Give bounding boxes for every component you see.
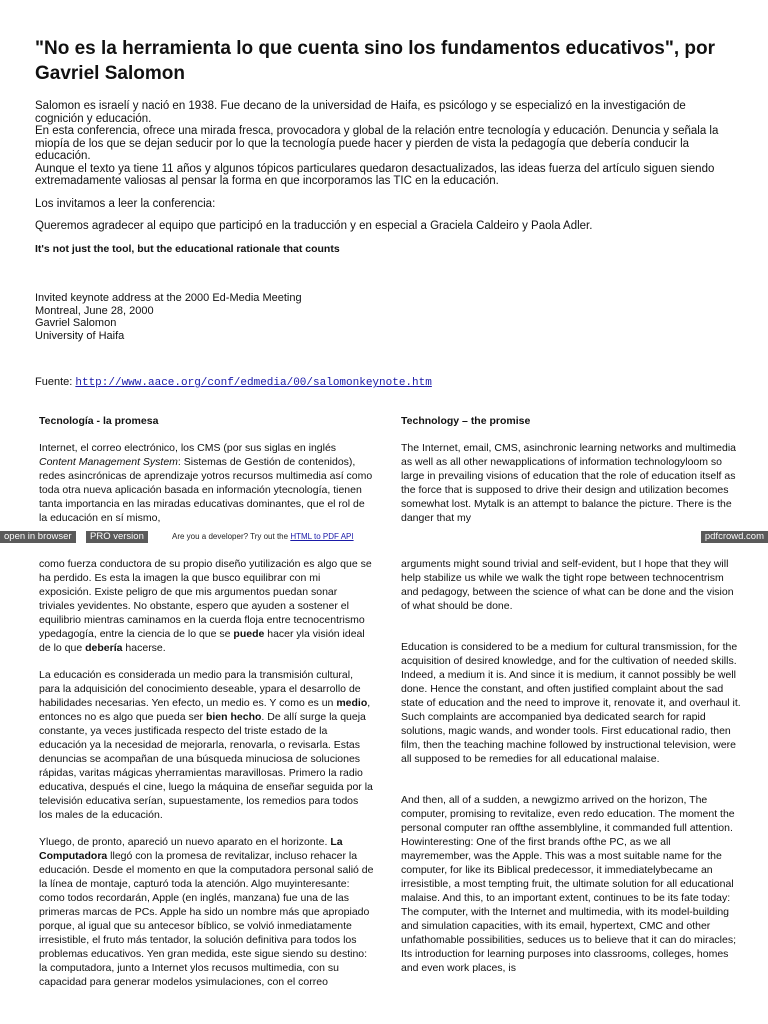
source-label: Fuente: <box>35 376 73 388</box>
html-to-pdf-api-link[interactable]: HTML to PDF API <box>290 532 354 541</box>
english-paragraph: arguments might sound trivial and self-evident, but I hope that they will help stabilize us while we walk the tight rope between technocentrism and pedagogy, between the science of what can be done and the vision of what should be done. <box>401 558 734 612</box>
spanish-paragraph: La educación es considerada un medio para la transmisión cultural, para la adquisición del conocimiento deseable, ypara el desarrollo de habilidades necesarias. Yen efecto, un medio es. Y como es un medio, entonces no es algo que pueda ser bien hecho. De allí surge la queja constante, ya veces justificada respecto del triste estado de la educación ya la necesidad de mejorarla, renovarla, o revisarla. Estas denuncias se acompañan de una búsqueda minuciosa de soluciones rápidas, varitas mágicas yherramientas maravillosas. Primero la radio educativa, después el cine, luego la máquina de enseñar seguida por la televisión educativa serían, supuestamente, los remedios para todos los males de la educación. <box>39 669 373 821</box>
source-link[interactable]: http://www.aace.org/conf/edmedia/00/salomonkeynote.htm <box>75 377 432 389</box>
meta-line: University of Haifa <box>35 329 125 342</box>
english-title: It's not just the tool, but the educational rationale that counts <box>35 242 340 255</box>
spanish-paragraph: Yluego, de pronto, apareció un nuevo aparato en el horizonte. La Computadora llegó con la promesa de revitalizar, incluso rehacer la educación. Desde el momento en que la computadora personal salió de la línea de montaje, capturó toda la atención. Algo muyinteresante: como todos recordarán, Apple (en inglés, manzana) fue una de las primeras marcas de PCs. Apple ha sido un nombre más que apropiado porque, al igual que su antecesor bíblico, se volvió inmediatamente irresistible, el fruto más tentador, la solución definitiva para todos los problemas educativos. Yen gran medida, este sigue siendo su destino: la computadora, junto a Internet ylos recusos multimedia, con su capacidad para generar modelos ysimulaciones, con el correo <box>39 836 374 988</box>
spanish-paragraph: como fuerza conductora de su propio diseño yutilización es algo que se ha perdido. Es esta la imagen la que busco equilibrar con mi exposición. Existe peligro de que mis argumentos puedan sonar triviales yevidentes. No obstante, espero que ayuden a sostener el equilibrio mientras caminamos en la cuerda floja entre tecnocentrismo ypedagogía, entre la ciencia de lo que se puede hacer yla visión ideal de lo que debería hacerse. <box>39 558 372 654</box>
pdfcrowd-logo[interactable]: pdfcrowd.com <box>701 531 768 543</box>
english-column-top <box>401 414 741 525</box>
intro-paragraph: Los invitamos a leer la conferencia: <box>35 197 216 210</box>
intro-paragraph: Salomon es israelí y nació en 1938. Fue decano de la universidad de Haifa, es psicólogo y se especializó en la investigación de cognición y educación. <box>35 100 686 125</box>
english-paragraph: And then, all of a sudden, a newgizmo arrived on the horizon, The computer, promising to revitalize, even redo education. The moment the personal computer ran offthe assemblyline, it commanded full attention. Howinteresting: One of the first brands ofthe PC, as we all mayremember, was the Apple. This was a most suitable name for the computer, for like its Biblical predecessor, it immediatelybecame an irresistible, a most tempting fruit, the ultimate solution for all educational malaise. And this, to an important extent, continues to be its fate today: The computer, with the Internet and multimedia, with its model-building and simulation capacities, with its email, hypertext, CMC and other unfathomable possibilities, seduces us to believe that it can do miracles; Its introduction for learning purposes into classrooms, colleges, homes and even work places, is <box>401 794 737 974</box>
spanish-paragraph: Internet, el correo electrónico, los CMS (por sus siglas en inglés Content Management System: Sistemas de Gestión de contenidos), redes asincrónicas de aprendizaje yotros recursos multimedia así como toda otra nueva aplicación basada en información ytecnología, tienen tanta importancia en las miradas educativas dominantes, que el rol de la educación en sí mismo, <box>39 442 373 524</box>
spanish-column-bottom <box>39 557 374 989</box>
pro-version-button[interactable]: PRO version <box>86 531 148 543</box>
meta-line: Montreal, June 28, 2000 <box>35 304 154 317</box>
spanish-column-top <box>39 414 374 525</box>
source-line <box>35 376 432 389</box>
intro-paragraph: En esta conferencia, ofrece una mirada fresca, provocadora y global de la relación entre tecnología y educación. Denuncia y señala la miopía de los que se dejan seducir por lo que la tecnología puede hacer y pierden de vista la pedagogía que debería conducir la educación. <box>35 125 719 162</box>
spanish-heading: Tecnología - la promesa <box>39 415 159 427</box>
intro-paragraph: Queremos agradecer al equipo que participó en la traducción y en especial a Graciela Caldeiro y Paola Adler. <box>35 220 593 232</box>
page-title: "No es la herramienta lo que cuenta sino los fundamentos educativos", por Gavriel Salomon <box>35 38 715 84</box>
pdf-toolbar <box>0 530 768 544</box>
open-in-browser-button[interactable]: open in browser <box>0 531 76 543</box>
meta-line: Gavriel Salomon <box>35 317 117 329</box>
intro-section <box>35 100 735 255</box>
meta-line: Invited keynote address at the 2000 Ed-Media Meeting <box>35 292 302 304</box>
english-column-bottom <box>401 557 741 975</box>
developer-promo: Are you a developer? Try out the HTML to PDF API <box>172 532 354 541</box>
english-paragraph: The Internet, email, CMS, asinchronic learning networks and multimedia as well as all other newapplications of information technologyloom so large in prevailing visions of education that the role of education itself as the force that is supposed to drive their design and utilization becomes somewhat lost. Mytalk is an attempt to balance the picture. There is the danger that my <box>401 442 736 524</box>
english-paragraph: Education is considered to be a medium for cultural transmission, for the acquisition of desired knowledge, and for the cultivation of needed skills. Indeed, a medium it is. And since it is medium, it cannot possibly be well done. Hence the constant, and often justified complaint about the sad state of education and the need to improve it, renovate it, and overhaul it. Such complaints are accompanied bya dedicated search for rapid solutions, magic wands, and wonder tools. First educational radio, then film, then the teaching machine followed by instructional television, were all supposed to be remedies for all educational malaise. <box>401 641 741 765</box>
intro-paragraph: Aunque el texto ya tiene 11 años y algunos tópicos particulares quedaron desactualizados, las ideas fuerza del artículo siguen siendo extremadamente valiosas al pensar la forma en que incorporamos las TIC en la educación. <box>35 162 715 187</box>
keynote-meta <box>35 292 302 342</box>
english-heading: Technology – the promise <box>401 415 531 427</box>
